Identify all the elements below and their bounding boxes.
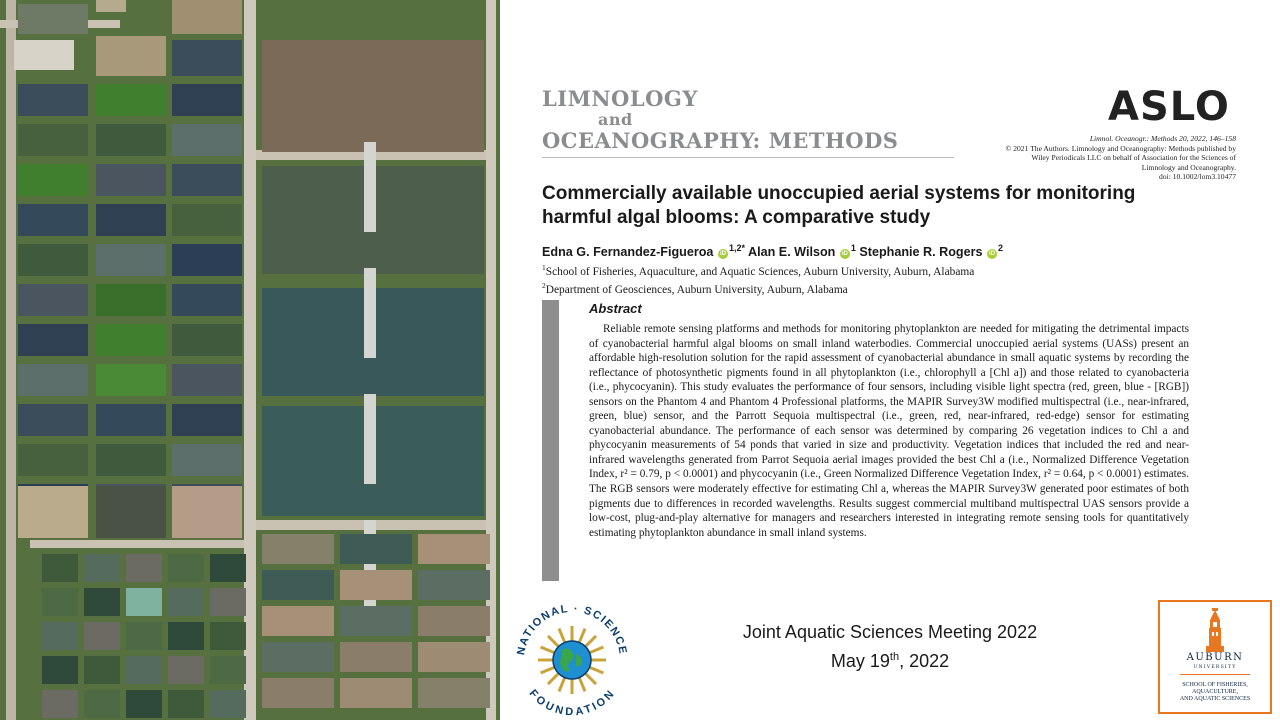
nsf-top-text: NATIONAL · SCIENCE [515,602,629,657]
meeting-info [690,620,1090,674]
pond [262,642,334,672]
nsf-ray [590,667,604,673]
copyright-line-1: © 2021 The Authors. Limnology and Oceanography: Methods published by [1005,143,1236,153]
journal-line-3: OCEANOGRAPHY: METHODS [542,128,899,153]
pond [418,642,490,672]
author-sup: 1,2* [728,243,745,253]
pond [262,570,334,600]
nsf-logo [512,598,632,718]
citation: Limnol. Oceanogr.: Methods 20, 2022, 146–158 [1089,134,1236,143]
pond [210,588,246,616]
pond [126,656,162,684]
affiliation-sup: 2 [542,281,546,291]
pond [340,570,412,600]
abstract-side-bar [542,300,559,581]
nsf-ray [548,673,559,684]
pond [262,534,334,564]
pond [42,588,78,616]
pond [126,622,162,650]
auburn-rule [1180,674,1250,675]
nsf-ray [559,678,565,692]
meeting-date-sup: th [889,651,900,663]
nsf-ray [590,647,604,653]
pond [18,444,88,476]
pond [418,606,490,636]
pond [172,486,242,538]
pond [18,204,88,236]
pond [172,0,242,34]
pond [96,404,166,436]
pond [84,622,120,650]
author-list [542,243,1222,259]
pond [96,444,166,476]
samford-tower-icon [1204,608,1226,652]
pond [18,486,88,538]
copyright-line-2: Wiley Periodicals LLC on behalf of Association for the Sciences of [1031,153,1236,163]
pond [18,404,88,436]
meeting-date-main: May 19 [830,651,890,671]
abstract-text: Reliable remote sensing platforms and methods for monitoring phytoplankton are needed for mitigating the detrimental impacts of cyanobacterial harmful algal blooms on small inland waterbodies. Commercial unoccupied aerial systems (UASs) present an affordable high-resolution solution for the rapid assessment of cyanobacterial abundance in small aquatic systems by recording the reflectance of photosynthetic pigments found in all phytoplankton (i.e., chlorophyll a [Chl a]) and those related to cyanobacteria (i.e., phycocyanin). This study evaluates the performance of four sensors, including visible light spectra (red, green, blue - [RGB]) sensors on the Phantom 4 and Phantom 4 Professional platforms, the MAPIR Survey3W modified multispectral (i.e., near-infrared, green, blue) sensor, and the Parrott Sequoia multispectral (i.e., green, red, near-infrared, red-edge) sensor for estimating cyanobacterial abundance. The performance of each sensor was determined by comparing 26 vegetation indices to Chl a and phycocyanin measurements of 54 ponds that varied in size and productivity. Vegetation indices that included the red and near-infrared wavelengths generated from Parrot Sequoia aerial images provided the best Chl a (i.e., Normalized Difference Vegetation Index, r² = 0.79, p < 0.0001) and phycocyanin (i.e., Green Normalized Difference Vegetation Index, r² = 0.64, p < 0.0001) estimates. The RGB sensors were moderately effective for estimating Chl a, whereas the MAPIR Survey3W generated poor estimates of both pigments due to differences in recorded wavelengths. Results suggest commercial multiband multispectral UAS sensors provide a low-cost, plug-and-play alternative for managers and researchers interested in integrating remote sensing tools for quantitatively estimating phytoplankton abundance in small inland systems. [589,323,1189,539]
author-name: Stephanie R. Rogers [859,245,983,260]
walkway [364,142,376,232]
pond [96,204,166,236]
affiliation-text: School of Fisheries, Aquaculture, and Aquatic Sciences, Auburn University, Auburn, Alabama [545,265,975,278]
copyright-line-3: Limnology and Oceanography. [1141,162,1236,172]
auburn-school-line: SCHOOL OF FISHERIES, [1182,682,1248,688]
affiliation [542,261,974,279]
journal-line-1: LIMNOLOGY [542,86,698,111]
pond [262,40,484,152]
pond [172,284,242,316]
pond [418,570,490,600]
pond [210,690,246,718]
pond [18,364,88,396]
pond [340,534,412,564]
pond [172,204,242,236]
pond [418,534,490,564]
pond [172,364,242,396]
nsf-ray [541,667,555,673]
nsf-ray [541,647,555,653]
pond [262,606,334,636]
pond [172,84,242,116]
auburn-university: UNIVERSITY [1193,665,1237,670]
pond [126,690,162,718]
paper-title: Commercially available unoccupied aerial systems for monitoring harmful algal blooms: A comparative study [542,183,1136,228]
pond [210,554,246,582]
pond [126,588,162,616]
journal-name [542,88,898,152]
pond [18,284,88,316]
pond [126,554,162,582]
author-name: Alan E. Wilson [748,245,836,260]
nsf-ray [585,636,596,647]
aslo-logo: ASLO [1108,84,1230,130]
pond [418,678,490,708]
pond [172,124,242,156]
pond [168,622,204,650]
nsf-ray [585,673,596,684]
walkway [364,268,376,358]
pond [18,4,88,34]
pond [18,164,88,196]
pond [172,444,242,476]
auburn-school [1162,682,1268,703]
pond [96,164,166,196]
pond [96,486,166,538]
auburn-school-line: AQUACULTURE, [1192,689,1238,695]
pond [96,84,166,116]
pond [172,40,242,76]
pond [84,690,120,718]
pond [84,656,120,684]
road [6,0,16,720]
pond [18,124,88,156]
pond [18,244,88,276]
pond [168,690,204,718]
pond [42,622,78,650]
pond [168,588,204,616]
pond [340,642,412,672]
nsf-ray [579,629,585,643]
citation-meta [946,134,1236,182]
orcid-icon[interactable]: iD [989,251,996,258]
pond [18,84,88,116]
aerial-photo-graphic [0,0,500,720]
pond [96,284,166,316]
author-name: Edna G. Fernandez-Figueroa [542,245,714,260]
author-sup: 1 [850,243,856,253]
affiliation-sup: 1 [542,263,546,272]
orcid-icon[interactable]: iD [719,251,726,258]
pond [42,690,78,718]
auburn-logo [1158,600,1272,714]
pond [42,656,78,684]
pond [210,622,246,650]
affiliation-list [542,261,974,297]
pond [172,244,242,276]
meeting-date [690,645,1090,674]
author-sup: 2 [998,243,1004,253]
orcid-icon[interactable]: iD [841,251,848,258]
meeting-name: Joint Aquatic Sciences Meeting 2022 [742,622,1038,642]
pond [210,656,246,684]
auburn-name: AUBURN [1186,652,1244,663]
doi: doi: 10.1002/lom3.10477 [1159,172,1236,182]
building [14,40,74,70]
nsf-ray [559,629,565,643]
nsf-ray [579,678,585,692]
abstract-heading: Abstract [589,301,642,316]
pond [340,606,412,636]
journal-line-2: and [598,110,633,129]
aerial-pond-photo [0,0,500,720]
building [96,0,126,12]
pond [84,554,120,582]
walkway [364,394,376,484]
nsf-bottom-text: FOUNDATION [526,687,618,718]
affiliation-text: Department of Geosciences, Auburn University, Auburn, Alabama [545,284,848,296]
pond [172,404,242,436]
affiliation [542,279,974,297]
pond [96,244,166,276]
pond [96,36,166,76]
pond [96,124,166,156]
pond [172,164,242,196]
pond [172,324,242,356]
pond [96,324,166,356]
auburn-school-line: AND AQUATIC SCIENCES [1179,696,1251,702]
road [30,540,244,548]
pond [84,588,120,616]
pond [18,324,88,356]
nsf-sunburst-icon [538,626,606,694]
pond [168,554,204,582]
paper-first-page [500,0,1280,720]
journal-rule [542,157,954,158]
nsf-ray [548,636,559,647]
pond [340,678,412,708]
pond [42,554,78,582]
meeting-date-year: , 2022 [899,651,950,671]
pond [168,656,204,684]
pond [262,678,334,708]
pond [96,364,166,396]
